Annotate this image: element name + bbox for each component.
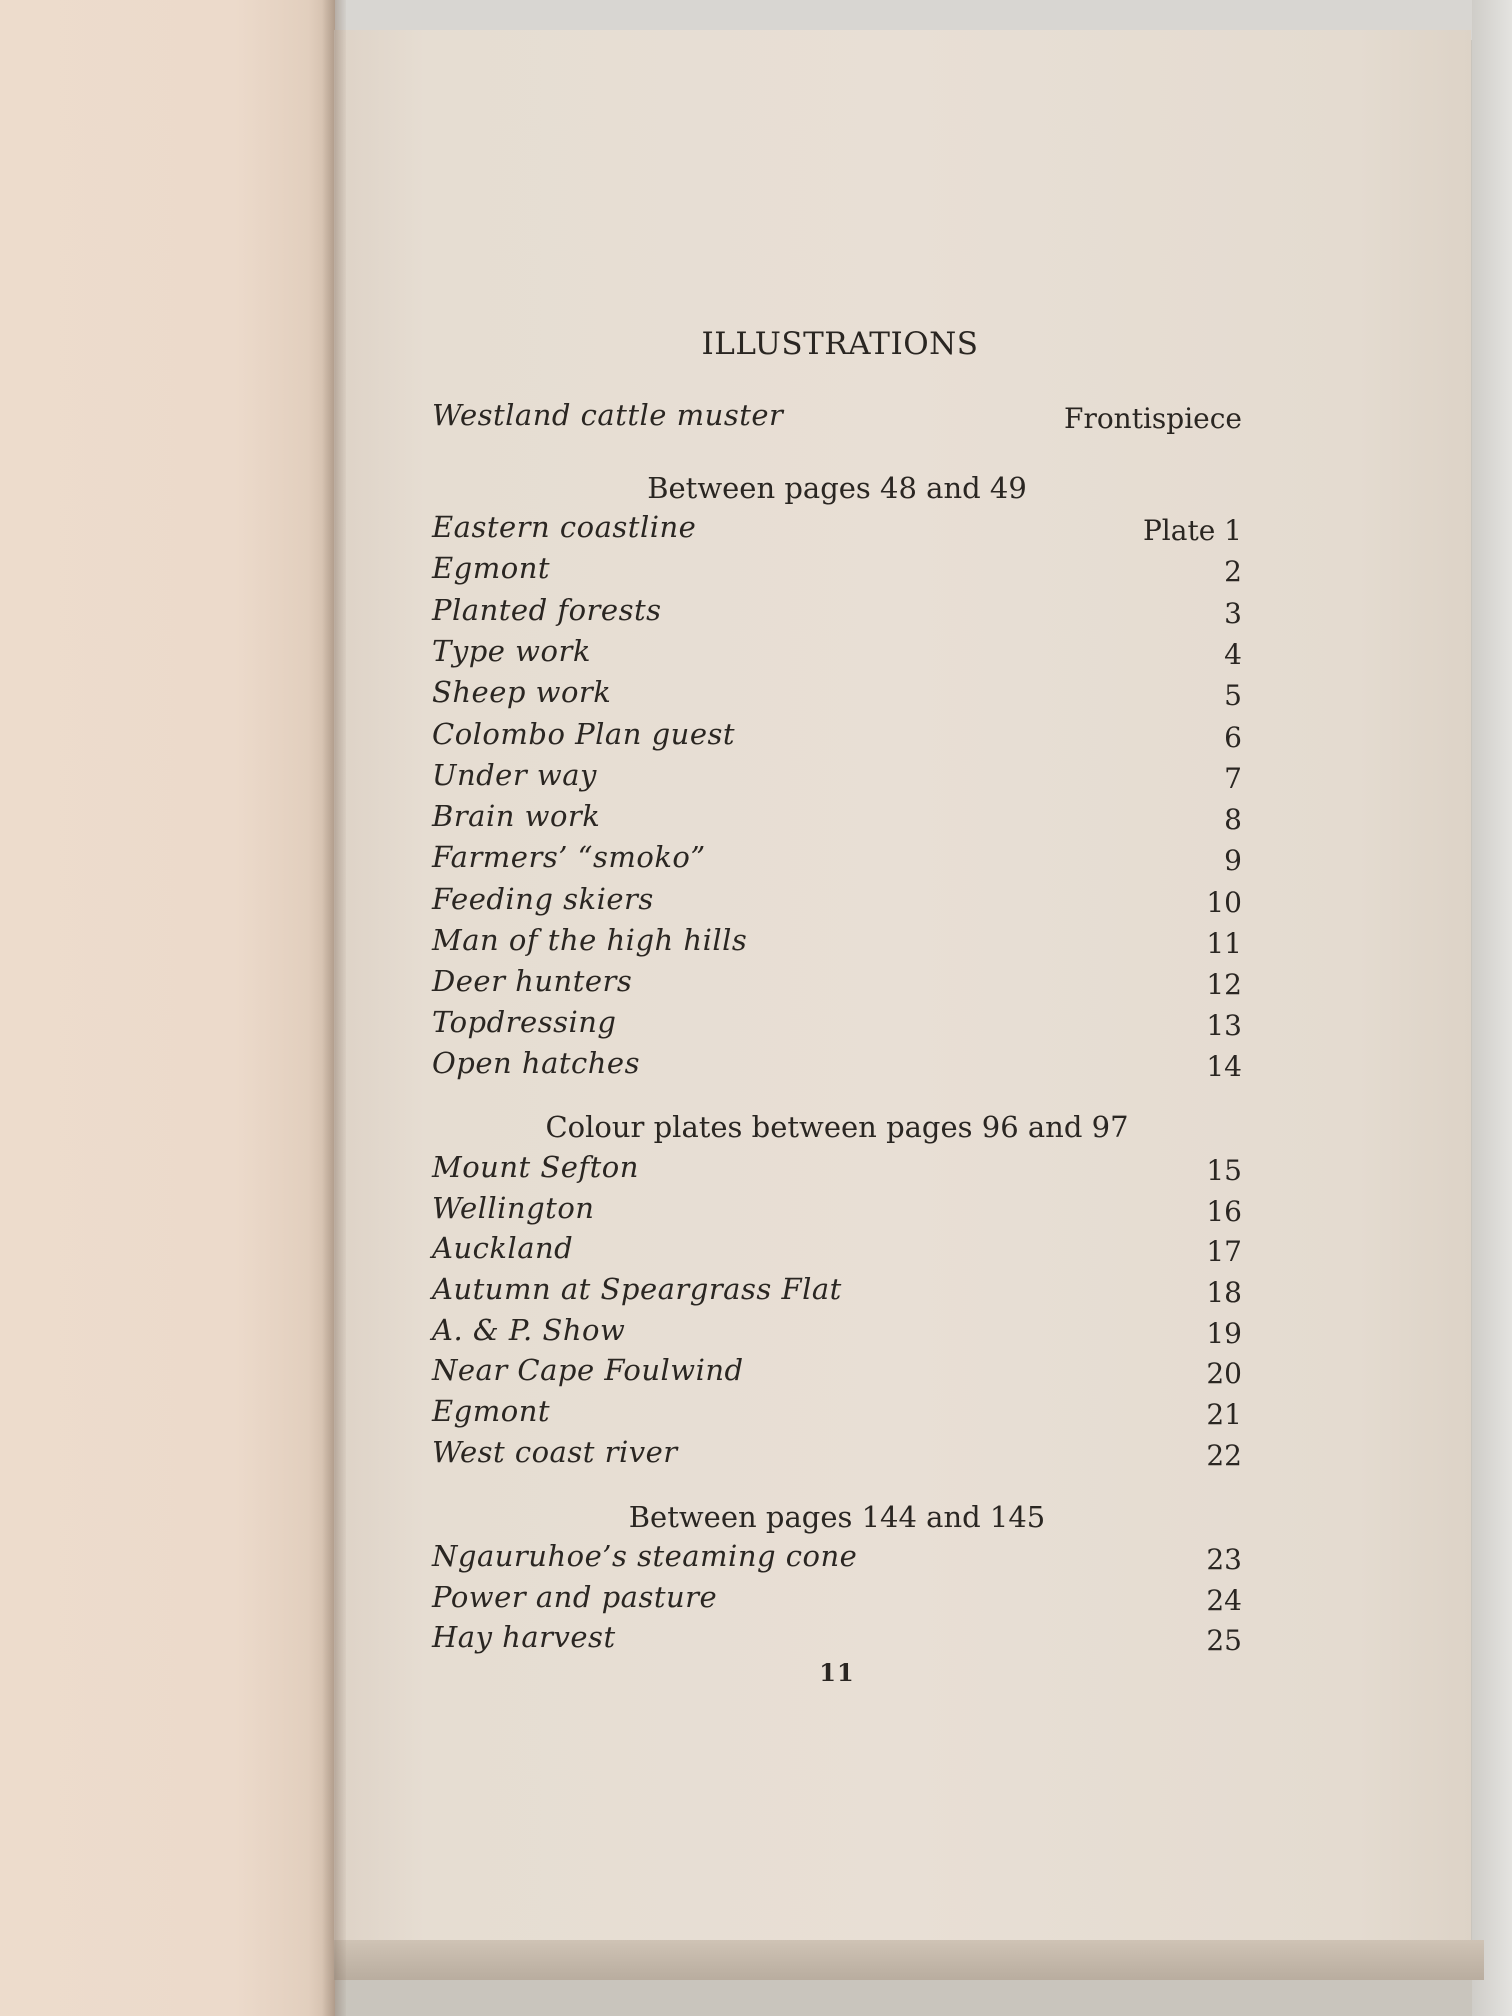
list-item (432, 510, 1242, 550)
frontispiece-row (432, 398, 1242, 438)
list-item (432, 799, 1242, 839)
list-item (432, 923, 1242, 963)
list-item (432, 1150, 1242, 1190)
entry-caption: Autumn at Speargrass Flat (432, 1272, 842, 1306)
list-item (432, 1272, 1242, 1312)
list-item (432, 964, 1242, 1004)
entry-plate: 17 (1206, 1235, 1242, 1268)
entry-caption: Colombo Plan guest (432, 717, 736, 751)
section-heading: Between pages 48 and 49 (647, 471, 1027, 505)
section-heading: Colour plates between pages 96 and 97 (545, 1110, 1129, 1144)
list-item (432, 593, 1242, 633)
entry-caption: Brain work (432, 799, 601, 833)
list-item (432, 1394, 1242, 1434)
list-item (432, 1580, 1242, 1620)
list-item (432, 840, 1242, 880)
list-item (432, 1046, 1242, 1086)
list-item (432, 1231, 1242, 1271)
list-item (432, 1353, 1242, 1393)
entry-caption: Egmont (432, 1394, 551, 1428)
entry-plate: 19 (1206, 1317, 1242, 1350)
entry-plate: 7 (1224, 762, 1242, 795)
entry-caption: Man of the high hills (432, 923, 748, 957)
list-item (432, 1539, 1242, 1579)
entry-caption: Egmont (432, 551, 551, 585)
entry-plate: 14 (1206, 1050, 1242, 1083)
entry-caption: Near Cape Foulwind (432, 1353, 744, 1387)
entry-plate: 24 (1206, 1584, 1242, 1617)
entry-plate: 20 (1206, 1357, 1242, 1390)
entry-caption: Westland cattle muster (432, 398, 784, 432)
entry-plate: 9 (1224, 844, 1242, 877)
entry-plate: 11 (1206, 927, 1242, 960)
list-item (432, 717, 1242, 757)
entry-caption: Eastern coastline (432, 510, 697, 544)
entry-plate: 12 (1206, 968, 1242, 1001)
entry-caption: Mount Sefton (432, 1150, 639, 1184)
entry-caption: Sheep work (432, 675, 612, 709)
list-item (432, 1620, 1242, 1660)
entry-plate: 18 (1206, 1276, 1242, 1309)
entry-plate: 13 (1206, 1009, 1242, 1042)
page-title: ILLUSTRATIONS (701, 326, 979, 362)
entry-caption: West coast river (432, 1435, 678, 1469)
entry-caption: Type work (432, 634, 591, 668)
list-item (432, 675, 1242, 715)
list-item (432, 882, 1242, 922)
entry-caption: Power and pasture (432, 1580, 718, 1614)
section-heading: Between pages 144 and 145 (628, 1500, 1046, 1534)
entry-plate: 25 (1206, 1624, 1242, 1657)
list-item (432, 1005, 1242, 1045)
entry-plate: 2 (1224, 555, 1242, 588)
list-item (432, 758, 1242, 798)
entry-plate: 10 (1206, 886, 1242, 919)
entry-plate: 4 (1224, 638, 1242, 671)
entry-caption: Planted forests (432, 593, 662, 627)
entry-caption: Auckland (432, 1231, 574, 1265)
list-item (432, 1435, 1242, 1475)
entry-plate: 22 (1206, 1439, 1242, 1472)
entry-plate: 6 (1224, 721, 1242, 754)
list-item (432, 1191, 1242, 1231)
entry-caption: Topdressing (432, 1005, 617, 1039)
entry-caption: Hay harvest (432, 1620, 616, 1654)
entry-caption: Wellington (432, 1191, 595, 1225)
entry-plate: 8 (1224, 803, 1242, 836)
entry-caption: Deer hunters (432, 964, 633, 998)
list-item (432, 634, 1242, 674)
entry-caption: Open hatches (432, 1046, 640, 1080)
entry-plate: Plate 1 (1142, 514, 1242, 547)
entry-caption: Ngauruhoe’s steaming cone (432, 1539, 858, 1573)
page-number: 11 (819, 1658, 855, 1687)
entry-plate: 16 (1206, 1195, 1242, 1228)
entry-plate: 15 (1206, 1154, 1242, 1187)
entry-caption: Under way (432, 758, 597, 792)
entry-plate: 23 (1206, 1543, 1242, 1576)
entry-plate: 5 (1224, 679, 1242, 712)
list-item (432, 551, 1242, 591)
list-item (432, 1313, 1242, 1353)
entry-plate: 21 (1206, 1398, 1242, 1431)
entry-caption: A. & P. Show (432, 1313, 626, 1347)
entry-plate: Frontispiece (1064, 402, 1242, 435)
entry-caption: Feeding skiers (432, 882, 654, 916)
entry-caption: Farmers’ “smoko” (432, 840, 706, 874)
entry-plate: 3 (1224, 597, 1242, 630)
